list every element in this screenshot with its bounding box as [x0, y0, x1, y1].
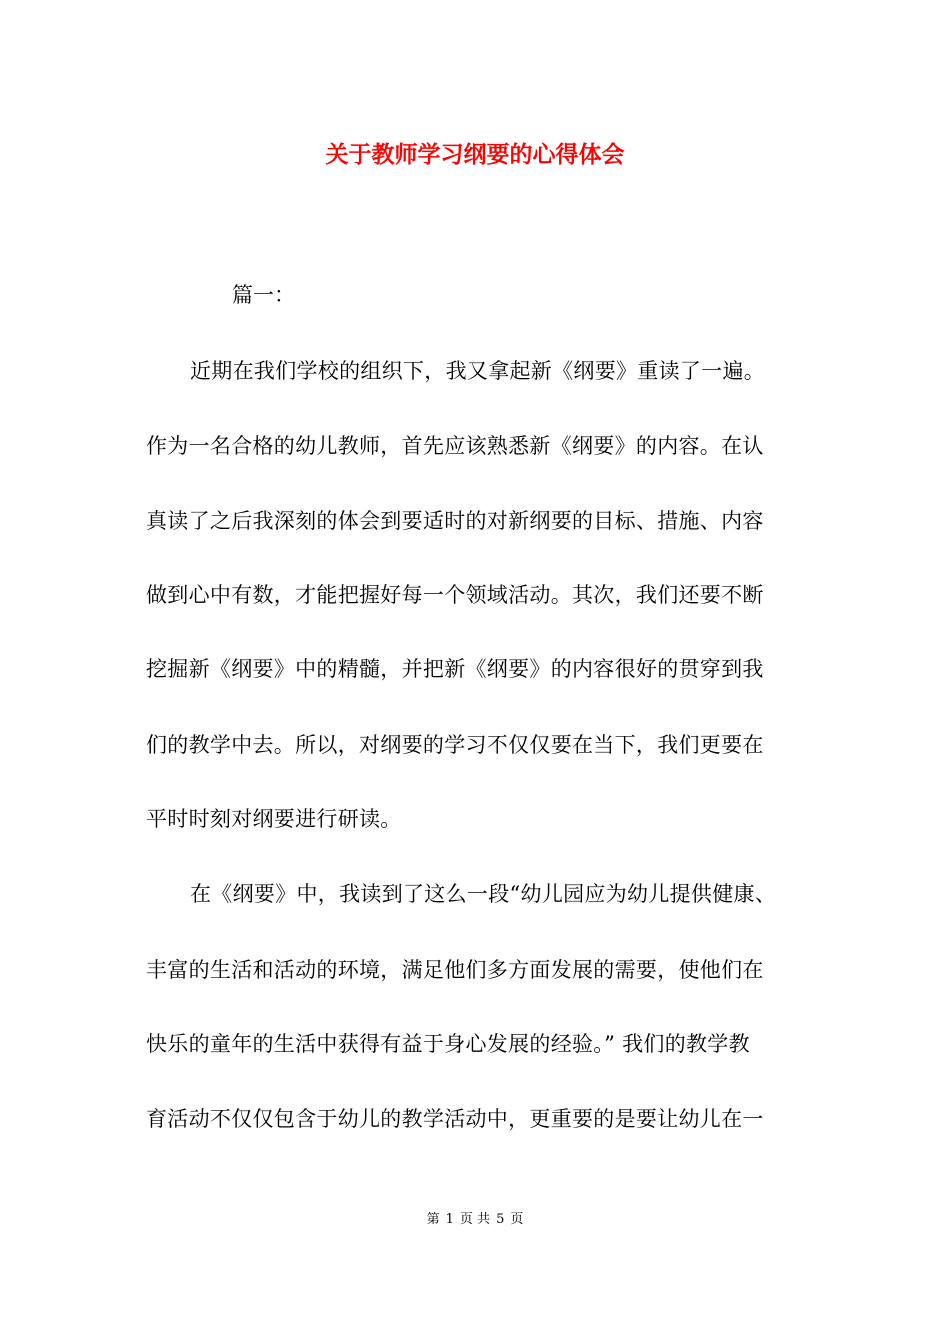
footer-prefix: 第: [426, 1212, 440, 1227]
paragraph-line: 真读了之后我深刻的体会到要适时的对新纲要的目标、措施、内容: [146, 509, 764, 533]
paragraph-line: 平时时刻对纲要进行研读。: [146, 807, 402, 831]
total-pages-number: 5: [496, 1212, 505, 1227]
paragraph-line: 近期在我们学校的组织下，我又拿起新《纲要》重读了一遍。: [190, 359, 766, 383]
footer-mid: 页 共: [459, 1212, 491, 1227]
paragraph-line: 们的教学中去。所以，对纲要的学习不仅仅要在当下，我们更要在: [146, 733, 764, 757]
page-footer: [0, 1208, 950, 1227]
document-title: 关于教师学习纲要的心得体会: [325, 141, 625, 168]
paragraph-line: 在《纲要》中，我读到了这么一段“幼儿园应为幼儿提供健康、: [190, 882, 777, 906]
paragraph-line: 挖掘新《纲要》中的精髓，并把新《纲要》的内容很好的贯穿到我: [146, 657, 764, 681]
paragraph-line: 作为一名合格的幼儿教师，首先应该熟悉新《纲要》的内容。在认: [146, 434, 764, 458]
section-label: 篇一：: [232, 283, 295, 307]
paragraph-line: 快乐的童年的生活中获得有益于身心发展的经验。” 我们的教学教: [146, 1032, 750, 1056]
paragraph-line: 丰富的生活和活动的环境，满足他们多方面发展的需要，使他们在: [146, 958, 764, 982]
paragraph-line: 做到心中有数，才能把握好每一个领域活动。其次，我们还要不断: [146, 583, 764, 607]
footer-suffix: 页: [510, 1212, 524, 1227]
paragraph-line: 育活动不仅仅包含于幼儿的教学活动中，更重要的是要让幼儿在一: [146, 1107, 764, 1131]
current-page-number: 1: [445, 1212, 454, 1227]
